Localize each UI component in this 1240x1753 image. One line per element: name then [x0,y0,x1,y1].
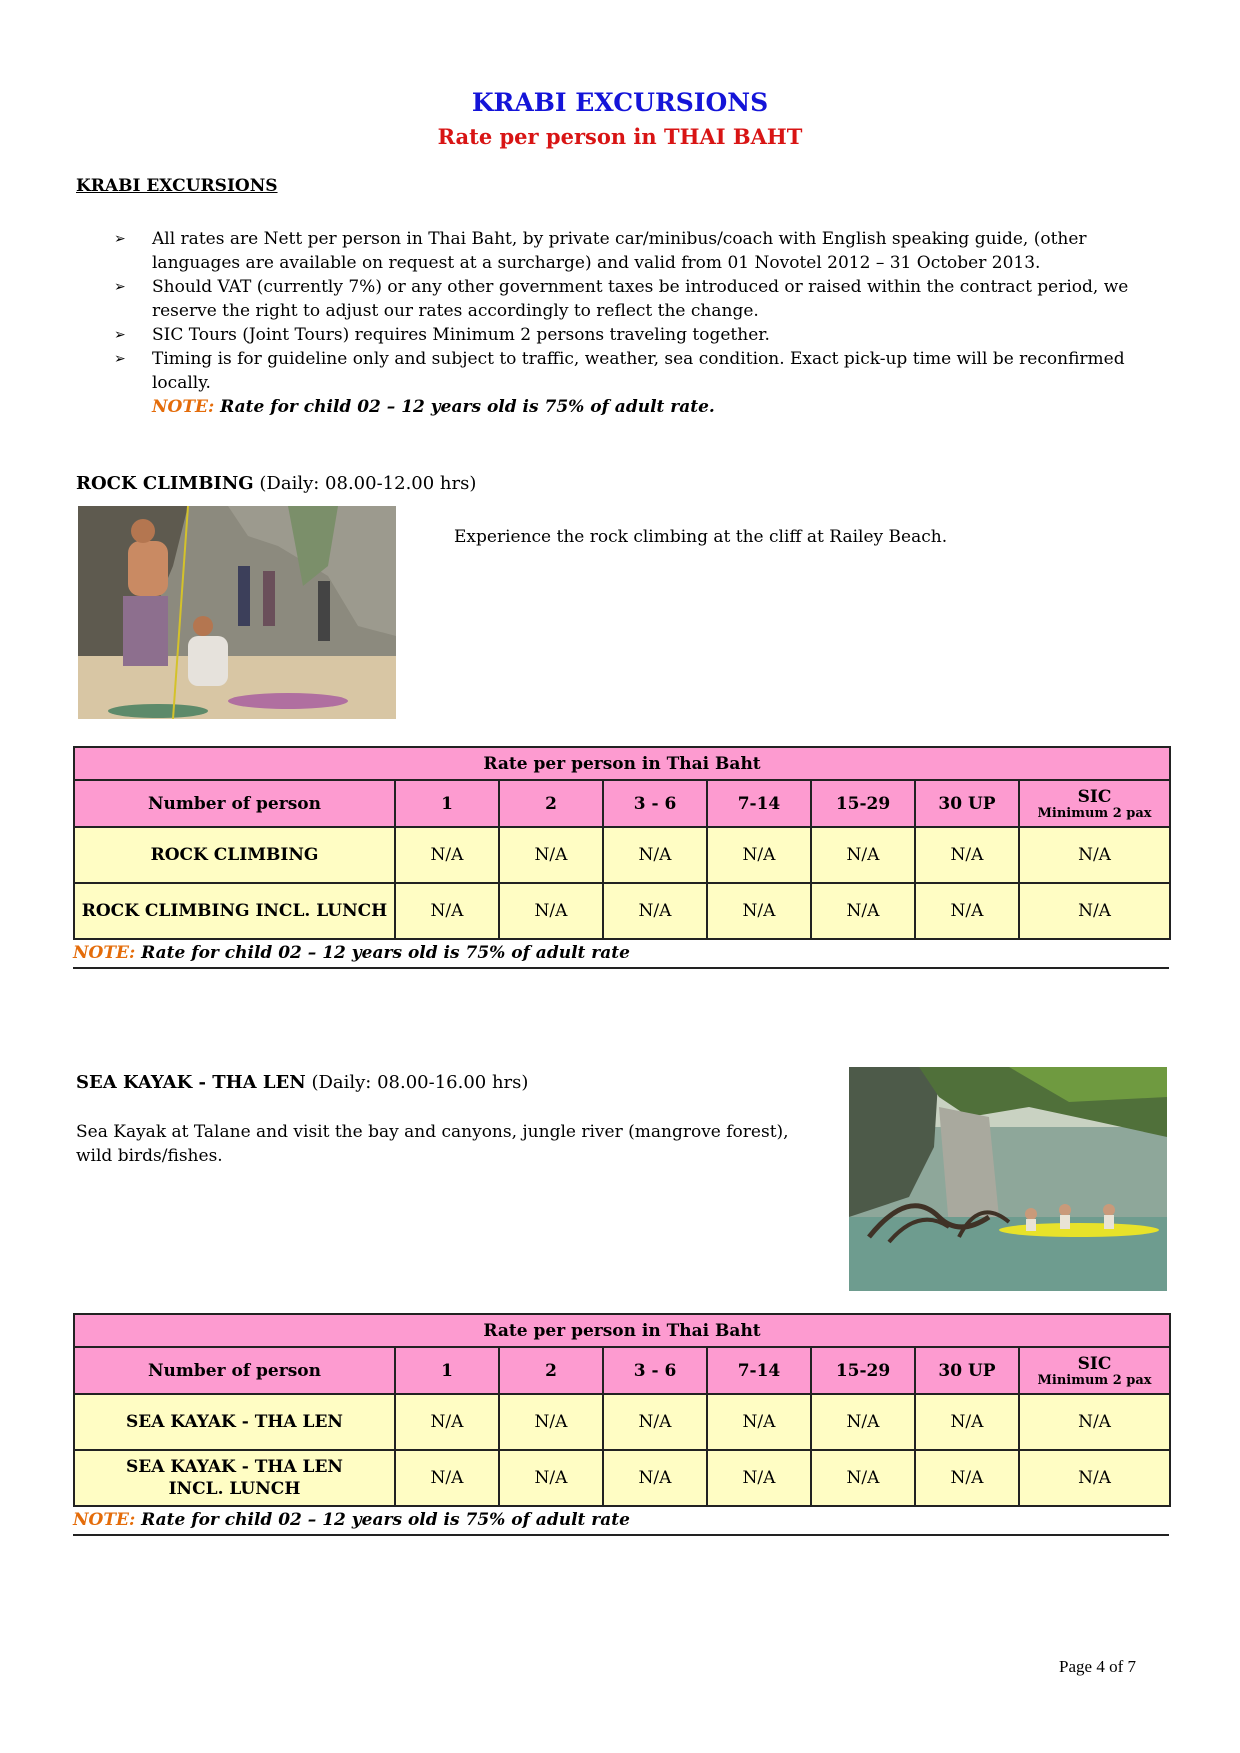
sea-kayak-child-note: NOTE: Rate for child 02 – 12 years old is 75% of adult rate [73,1509,1169,1536]
table-row: SEA KAYAK - THA LEN N/A N/A N/A N/A N/A N/A N/A [74,1394,1170,1450]
column-header: 1 [395,1347,499,1394]
sea-kayak-heading: SEA KAYAK - THA LEN (Daily: 08.00-16.00 hrs) [76,1072,529,1093]
column-header-sic: SIC Minimum 2 pax [1019,780,1170,827]
column-header: 7-14 [707,1347,811,1394]
section-heading: KRABI EXCURSIONS [76,176,278,196]
page-number: Page 4 of 7 [1059,1657,1136,1676]
column-header-sic: SIC Minimum 2 pax [1019,1347,1170,1394]
list-item: ➢ Timing is for guideline only and subject to traffic, weather, sea condition. Exact pick-up time will be reconfirmed locally. [114,349,1125,393]
column-header: Number of person [74,780,395,827]
arrow-bullet-icon: ➢ [114,351,126,367]
column-header: 3 - 6 [603,780,707,827]
arrow-bullet-icon: ➢ [114,279,126,295]
column-header: 15-29 [811,780,915,827]
column-header: 30 UP [915,780,1019,827]
child-rate-note: NOTE: Rate for child 02 – 12 years old is 75% of adult rate. [152,397,715,417]
table-row: ROCK CLIMBING N/A N/A N/A N/A N/A N/A N/A [74,827,1170,883]
terms-list [112,227,1172,419]
column-header: Number of person [74,1347,395,1394]
table-row: SEA KAYAK - THA LEN INCL. LUNCH N/A N/A N/A N/A N/A N/A N/A [74,1450,1170,1506]
page-title: KRABI EXCURSIONS [471,88,769,117]
column-header: 3 - 6 [603,1347,707,1394]
rock-climbing-rate-table [73,746,1171,940]
column-header: 15-29 [811,1347,915,1394]
arrow-bullet-icon: ➢ [114,231,126,247]
table-title: Rate per person in Thai Baht [74,1314,1170,1347]
column-header: 7-14 [707,780,811,827]
column-header: 2 [499,1347,603,1394]
sea-kayak-description: Sea Kayak at Talane and visit the bay and canyons, jungle river (mangrove forest), wild birds/fishes. [76,1122,789,1166]
arrow-bullet-icon: ➢ [114,327,126,343]
rock-climbing-heading: ROCK CLIMBING (Daily: 08.00-12.00 hrs) [76,473,477,494]
sea-kayak-rate-table [73,1313,1171,1507]
table-row: ROCK CLIMBING INCL. LUNCH N/A N/A N/A N/A N/A N/A N/A [74,883,1170,939]
page-subtitle: Rate per person in THAI BAHT [437,124,803,149]
rock-climbing-description: Experience the rock climbing at the cliff at Railey Beach. [454,527,948,547]
rock-climbing-photo [78,506,396,719]
column-header: 30 UP [915,1347,1019,1394]
table-title: Rate per person in Thai Baht [74,747,1170,780]
list-item: ➢ Should VAT (currently 7%) or any other government taxes be introduced or raised within the contract period, we reserve the right to adjust our rates accordingly to reflect the change. [114,277,1129,321]
list-item: ➢ SIC Tours (Joint Tours) requires Minimum 2 persons traveling together. [114,325,770,345]
rock-climbing-child-note: NOTE: Rate for child 02 – 12 years old is 75% of adult rate [73,942,1169,969]
column-header: 2 [499,780,603,827]
sea-kayak-photo [849,1067,1167,1291]
list-item: ➢ All rates are Nett per person in Thai Baht, by private car/minibus/coach with English speaking guide, (other languages are available on request at a surcharge) and valid from 01 Novotel 2012 – 31 October 2013. [114,229,1087,273]
column-header: 1 [395,780,499,827]
